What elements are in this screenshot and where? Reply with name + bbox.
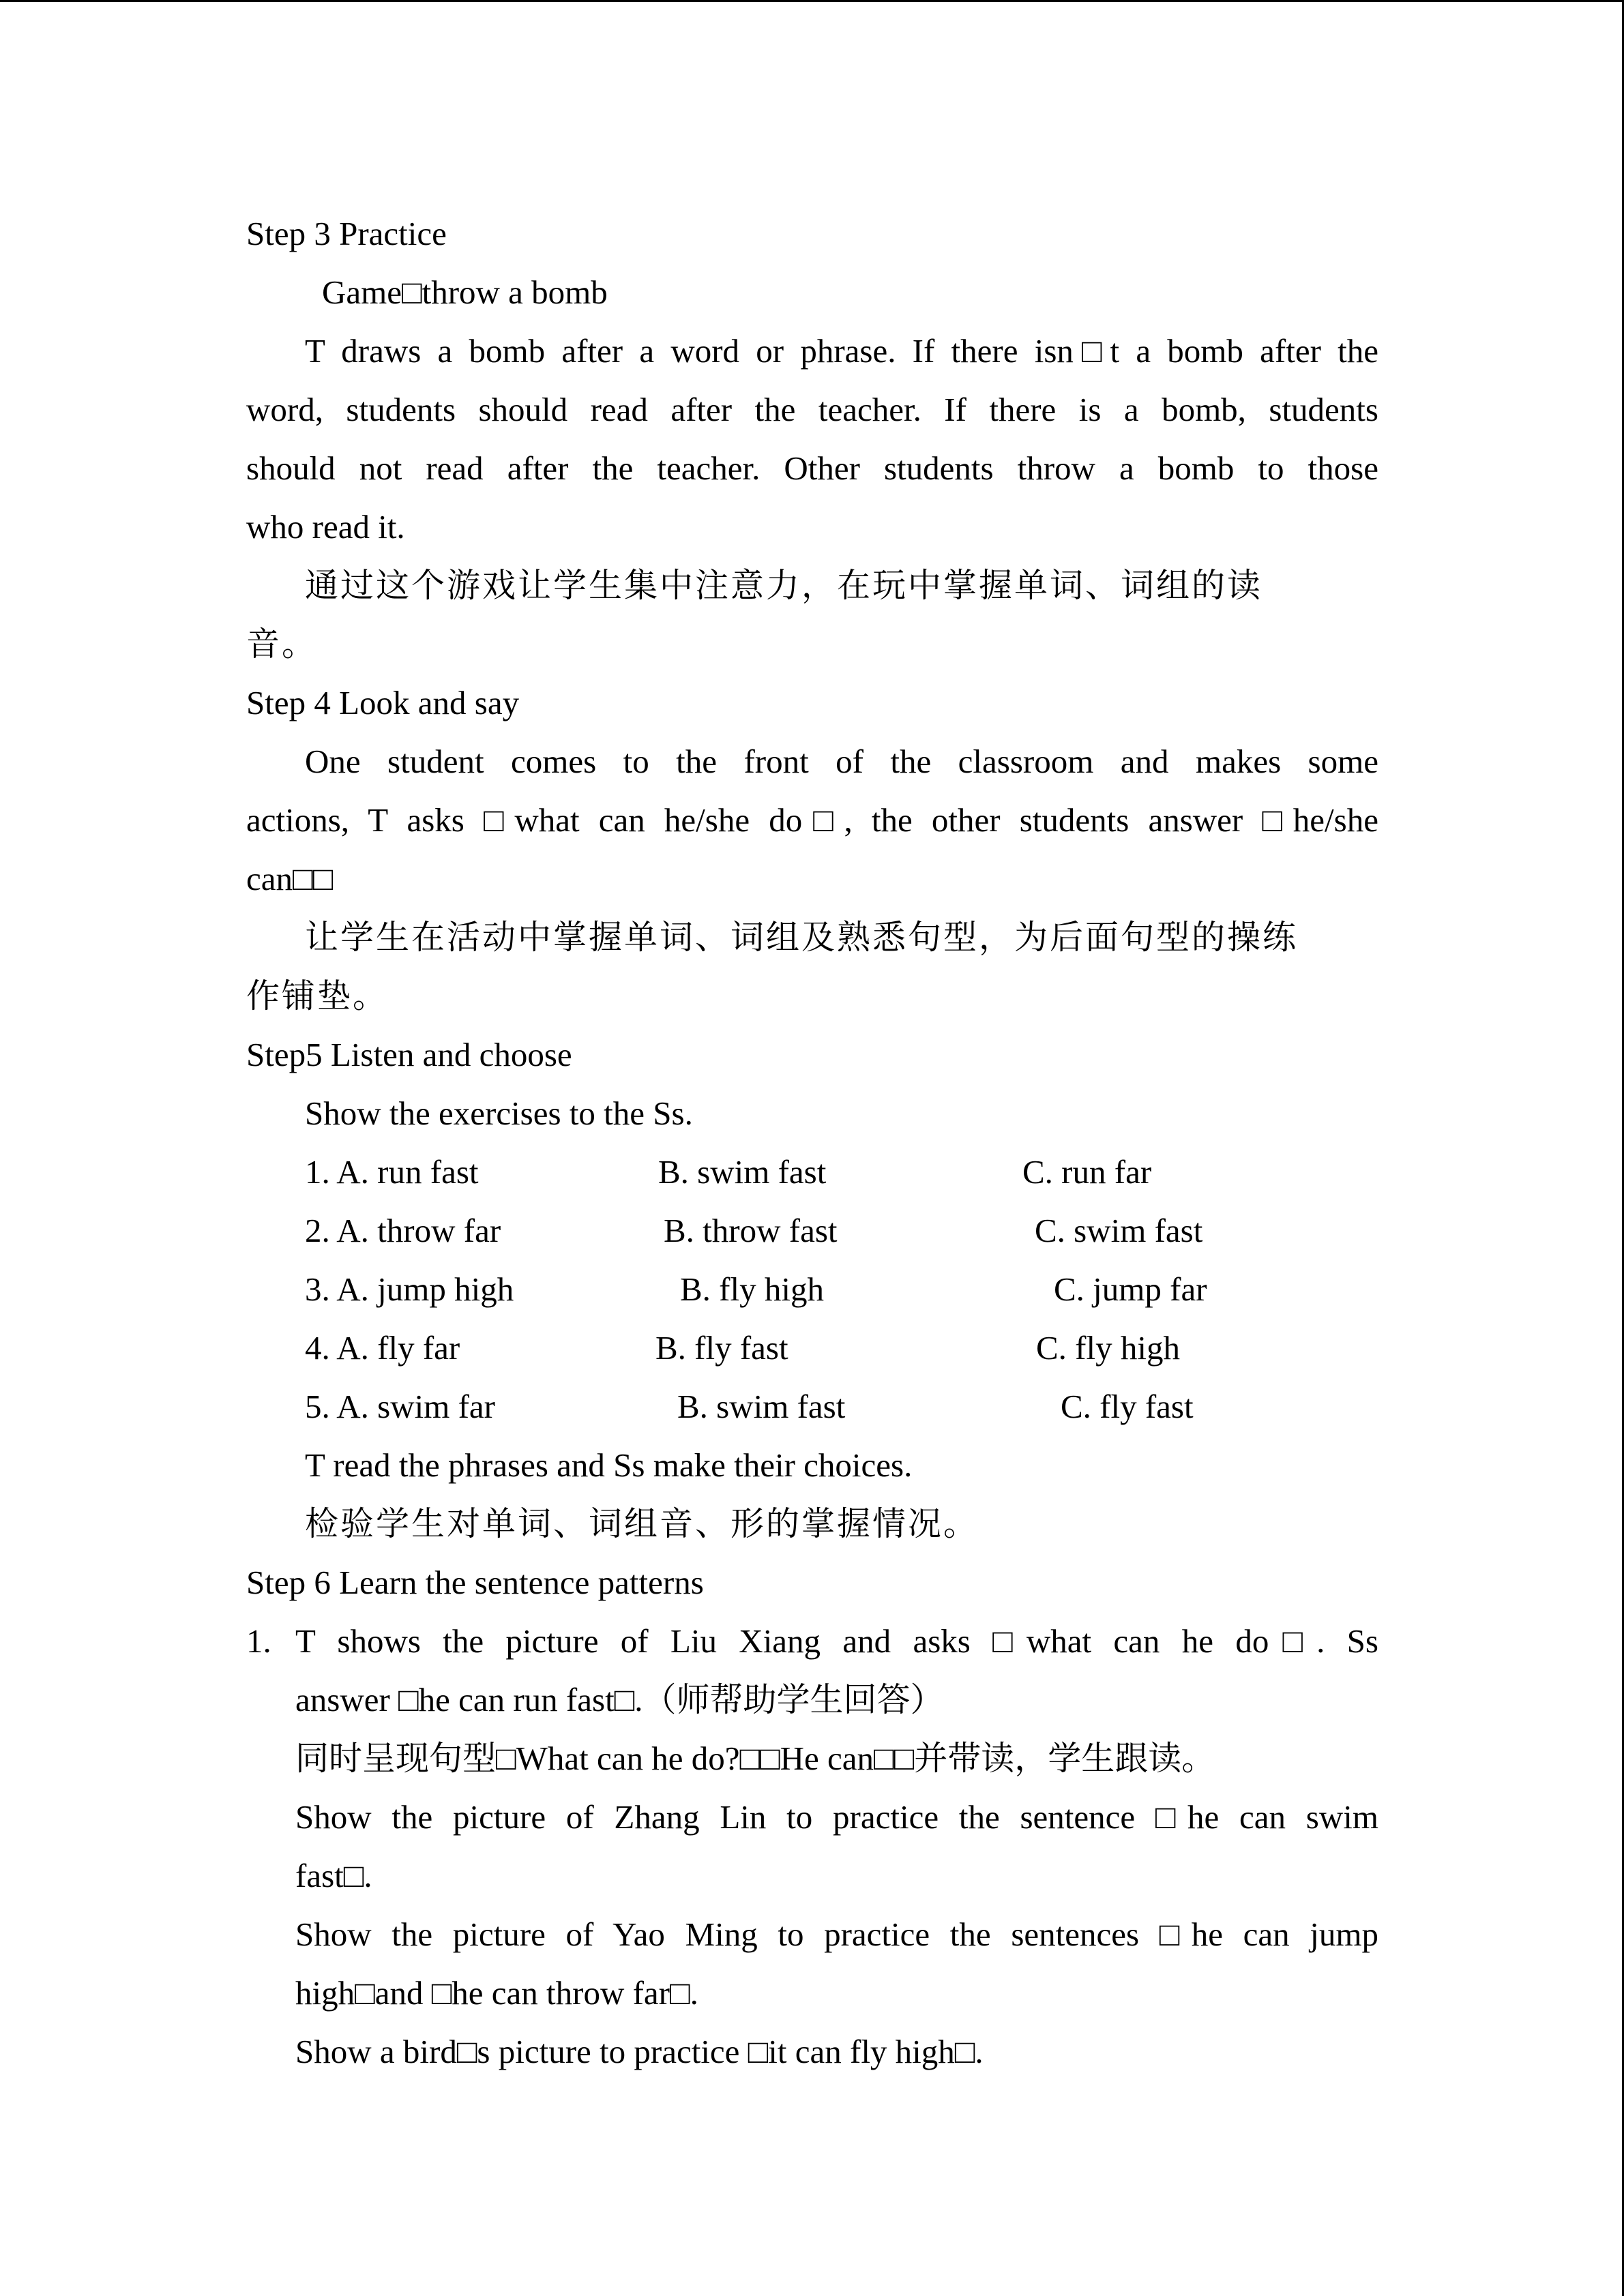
step5-outro: T read the phrases and Ss make their choices. <box>305 1446 913 1484</box>
step3-cn-line: 通过这个游戏让学生集中注意力，在玩中掌握单词、词组的读 <box>305 567 1263 604</box>
exercise-option-a: 2. A. throw far <box>305 1212 501 1249</box>
step4-para-line: actions, T asks □what can he/she do□, the other students answer □he/she <box>246 801 1378 839</box>
step4-heading: Step 4 Look and say <box>246 684 520 721</box>
step6-line: Show the picture of Yao Ming to practice the sentences □he can jump <box>295 1915 1378 1953</box>
exercise-option-a: 5. A. swim far <box>305 1388 495 1425</box>
exercise-option-a: 3. A. jump high <box>305 1270 514 1308</box>
exercise-option-b: B. swim fast <box>677 1388 846 1425</box>
exercise-option-a: 1. A. run fast <box>305 1153 479 1191</box>
step6-heading: Step 6 Learn the sentence patterns <box>246 1564 704 1601</box>
step3-heading: Step 3 Practice <box>246 215 447 252</box>
exercise-option-a: 4. A. fly far <box>305 1329 460 1367</box>
step4-para-line: can□□ <box>246 860 334 897</box>
exercise-option-c: C. fly fast <box>1061 1388 1194 1425</box>
step6-line: fast□. <box>295 1857 372 1894</box>
step5-heading: Step5 Listen and choose <box>246 1036 572 1073</box>
step6-line: Show the picture of Zhang Lin to practice the sentence □he can swim <box>295 1798 1378 1836</box>
exercise-row <box>246 1319 1378 1377</box>
step3-para-line: word, students should read after the teacher. If there is a bomb, students <box>246 391 1378 428</box>
step4-para-line: One student comes to the front of the classroom and makes some <box>305 743 1378 780</box>
step3-para-line: who read it. <box>246 508 405 546</box>
step3-para-line: should not read after the teacher. Other students throw a bomb to those <box>246 449 1378 487</box>
exercise-option-c: C. fly high <box>1036 1329 1180 1367</box>
step3-cn-line: 音。 <box>246 625 318 663</box>
exercise-option-b: B. swim fast <box>658 1153 827 1191</box>
exercise-row <box>246 1202 1378 1260</box>
step4-cn-line: 作铺垫。 <box>246 977 389 1015</box>
step4-cn-line: 让学生在活动中掌握单词、词组及熟悉句型，为后面句型的操练 <box>305 919 1299 956</box>
step3-para-line: T draws a bomb after a word or phrase. If there isn□t a bomb after the <box>305 332 1378 370</box>
exercise-option-b: B. throw fast <box>664 1212 838 1249</box>
step6-numbered-item <box>246 1612 1378 2081</box>
exercise-option-c: C. swim fast <box>1035 1212 1203 1249</box>
step6-line: 同时呈现句型□What can he do?□□He can□□并带读，学生跟读。 <box>295 1740 1215 1777</box>
step5-intro: Show the exercises to the Ss. <box>305 1094 693 1132</box>
step6-line: high□and □he can throw far□. <box>295 1974 698 2012</box>
step5-cn: 检验学生对单词、词组音、形的掌握情况。 <box>305 1505 979 1542</box>
step6-item-body <box>246 1612 1378 2081</box>
exercise-option-c: C. jump far <box>1054 1270 1207 1308</box>
step3-game-title: Game□throw a bomb <box>322 273 608 311</box>
exercise-row <box>246 1260 1378 1319</box>
step6-line: answer □he can run fast□.（师帮助学生回答） <box>295 1681 944 1718</box>
exercise-row <box>246 1377 1378 1436</box>
exercise-option-c: C. run far <box>1022 1153 1152 1191</box>
exercise-option-b: B. fly high <box>680 1270 824 1308</box>
step6-line: Show a bird□s picture to practice □it can fly high□. <box>295 2033 984 2070</box>
step6-line: T shows the picture of Liu Xiang and asks □what can he do□. Ss <box>295 1622 1378 1660</box>
document-body <box>246 205 1378 2081</box>
page-border-top <box>0 0 1624 2</box>
exercise-option-b: B. fly fast <box>655 1329 788 1367</box>
step6-item-number: 1. <box>246 1622 271 1660</box>
exercise-row <box>246 1143 1378 1202</box>
